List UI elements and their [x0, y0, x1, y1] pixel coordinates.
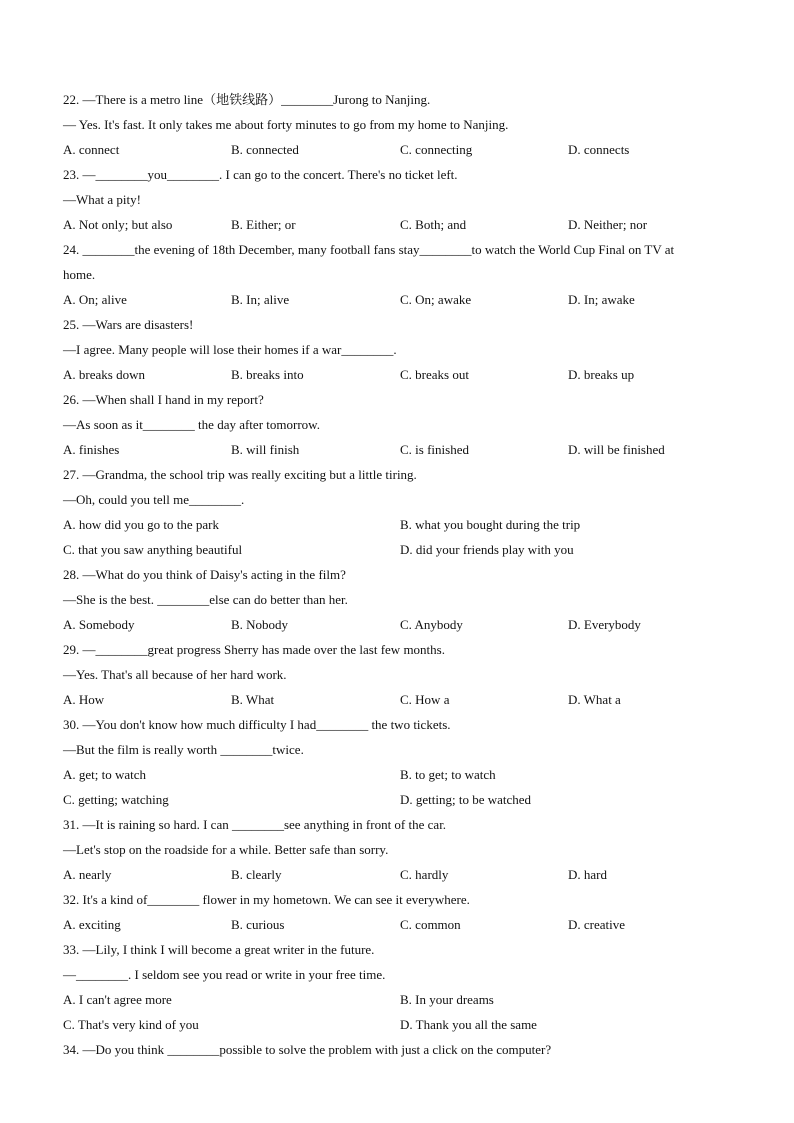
question-24-option-a: A. On; alive: [63, 292, 127, 307]
question-31-option-c: C. hardly: [400, 867, 449, 882]
question-26-stem: 26. —When shall I hand in my report?: [63, 392, 264, 407]
question-25-option-a: A. breaks down: [63, 367, 145, 382]
question-29-option-d: D. What a: [568, 692, 621, 707]
question-33-option-d: D. Thank you all the same: [400, 1017, 537, 1032]
question-30-option-a: A. get; to watch: [63, 767, 147, 782]
question-28-option-d: D. Everybody: [568, 617, 641, 632]
question-26-option-c: C. is finished: [400, 442, 469, 457]
question-33-stem: 33. —Lily, I think I will become a great writer in the future.: [63, 942, 375, 957]
question-27-option-c: C. that you saw anything beautiful: [63, 542, 243, 557]
question-23-reply: —What a pity!: [63, 192, 141, 207]
question-23-option-d: D. Neither; nor: [568, 217, 648, 232]
question-33-option-a: A. I can't agree more: [63, 992, 172, 1007]
question-28-option-a: A. Somebody: [63, 617, 135, 632]
question-22-option-c: C. connecting: [400, 142, 473, 157]
question-29-option-c: C. How a: [400, 692, 450, 707]
question-32-option-c: C. common: [400, 917, 461, 932]
question-25-reply: —I agree. Many people will lose their homes if a war________.: [63, 342, 397, 357]
question-25-stem: 25. —Wars are disasters!: [63, 317, 194, 332]
question-29-option-b: B. What: [231, 692, 275, 707]
question-31-stem: 31. —It is raining so hard. I can ________see anything in front of the car.: [63, 817, 447, 832]
question-23-option-a: A. Not only; but also: [63, 217, 173, 232]
question-30-option-d: D. getting; to be watched: [400, 792, 532, 807]
question-32-option-b: B. curious: [231, 917, 285, 932]
question-26-reply: —As soon as it________ the day after tomorrow.: [63, 417, 320, 432]
question-27-stem: 27. —Grandma, the school trip was really exciting but a little tiring.: [63, 467, 417, 482]
question-24-reply: home.: [63, 267, 96, 282]
question-24-stem: 24. ________the evening of 18th December, many football fans stay________to watch the World Cup Final on TV at: [63, 242, 675, 257]
question-25-option-c: C. breaks out: [400, 367, 469, 382]
question-26-option-b: B. will finish: [231, 442, 300, 457]
question-22-reply: — Yes. It's fast. It only takes me about forty minutes to go from my home to Nanjing.: [63, 117, 509, 132]
question-31-option-d: D. hard: [568, 867, 607, 882]
question-32-option-a: A. exciting: [63, 917, 121, 932]
question-28-stem: 28. —What do you think of Daisy's acting in the film?: [63, 567, 346, 582]
question-28-option-b: B. Nobody: [231, 617, 289, 632]
question-24-option-b: B. In; alive: [231, 292, 290, 307]
question-23-option-c: C. Both; and: [400, 217, 467, 232]
question-31-option-b: B. clearly: [231, 867, 282, 882]
question-29-reply: —Yes. That's all because of her hard work.: [63, 667, 287, 682]
question-23-stem: 23. —________you________. I can go to the concert. There's no ticket left.: [63, 167, 458, 182]
question-29-stem: 29. —________great progress Sherry has made over the last few months.: [63, 642, 445, 657]
question-25-option-d: D. breaks up: [568, 367, 635, 382]
question-27-option-b: B. what you bought during the trip: [400, 517, 581, 532]
question-25-option-b: B. breaks into: [231, 367, 304, 382]
question-27-reply: —Oh, could you tell me________.: [63, 492, 245, 507]
question-27-option-d: D. did your friends play with you: [400, 542, 574, 557]
question-26-option-d: D. will be finished: [568, 442, 665, 457]
question-32-stem: 32. It's a kind of________ flower in my hometown. We can see it everywhere.: [63, 892, 470, 907]
question-30-stem: 30. —You don't know how much difficulty I had________ the two tickets.: [63, 717, 451, 732]
question-33-option-c: C. That's very kind of you: [63, 1017, 199, 1032]
question-28-option-c: C. Anybody: [400, 617, 463, 632]
question-30-option-b: B. to get; to watch: [400, 767, 496, 782]
question-29-option-a: A. How: [63, 692, 105, 707]
question-31-reply: —Let's stop on the roadside for a while. Better safe than sorry.: [63, 842, 389, 857]
question-32-option-d: D. creative: [568, 917, 626, 932]
question-34-stem: 34. —Do you think ________possible to solve the problem with just a click on the computer?: [63, 1042, 552, 1057]
question-31-option-a: A. nearly: [63, 867, 112, 882]
question-22-option-a: A. connect: [63, 142, 120, 157]
question-27-option-a: A. how did you go to the park: [63, 517, 219, 532]
question-22-option-b: B. connected: [231, 142, 299, 157]
question-28-reply: —She is the best. ________else can do better than her.: [63, 592, 348, 607]
question-33-option-b: B. In your dreams: [400, 992, 494, 1007]
question-33-reply: —________. I seldom see you read or write in your free time.: [63, 967, 386, 982]
question-23-option-b: B. Either; or: [231, 217, 296, 232]
question-30-option-c: C. getting; watching: [63, 792, 169, 807]
question-22-stem: 22. —There is a metro line（地铁线路）________Jurong to Nanjing.: [63, 92, 431, 107]
question-24-option-c: C. On; awake: [400, 292, 472, 307]
question-22-option-d: D. connects: [568, 142, 630, 157]
question-24-option-d: D. In; awake: [568, 292, 635, 307]
question-30-reply: —But the film is really worth ________twice.: [63, 742, 304, 757]
question-26-option-a: A. finishes: [63, 442, 120, 457]
